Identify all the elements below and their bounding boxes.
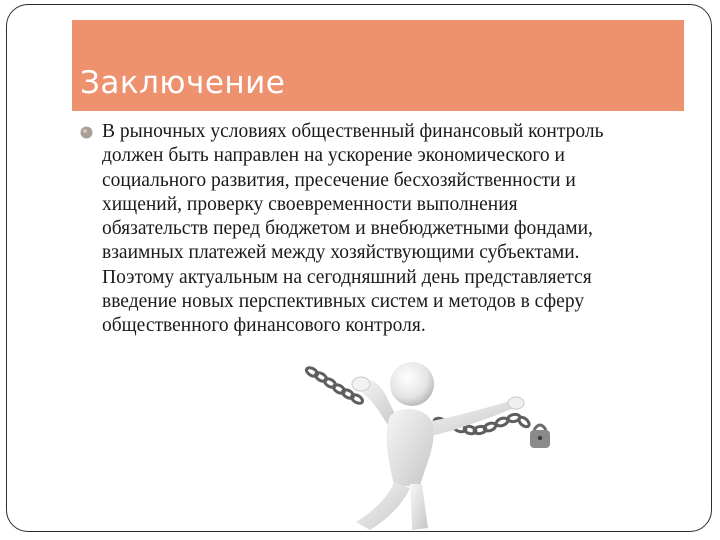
bullet-line: социального развития, пресечение бесхозяйственности и	[102, 169, 576, 191]
bullet-line: В рыночных условиях общественный финансовый контроль	[102, 121, 604, 142]
padlock-icon	[530, 425, 550, 448]
bullet-line: должен быть направлен на ускорение экономического и	[102, 145, 565, 167]
bullet-paragraph	[102, 120, 692, 339]
slide-title: Заключение	[80, 65, 286, 101]
figure-breaking-chains-illustration	[298, 346, 566, 532]
bullet-line: обязательств перед бюджетом и внебюджетными фондами,	[102, 218, 593, 240]
bullet-line: хищений, проверку своевременности выполнения	[102, 193, 518, 215]
title-bar	[72, 20, 684, 111]
bullet-line: введение новых перспективных систем и методов в сферу	[102, 291, 585, 313]
bullet-marker-icon	[80, 126, 93, 139]
bullet-line: Поэтому актуальным на сегодняшний день представляется	[102, 266, 592, 288]
bullet-line: общественного финансового контроля.	[102, 315, 426, 337]
bullet-line: взаимных платежей между хозяйствующими субъектами.	[102, 242, 580, 264]
